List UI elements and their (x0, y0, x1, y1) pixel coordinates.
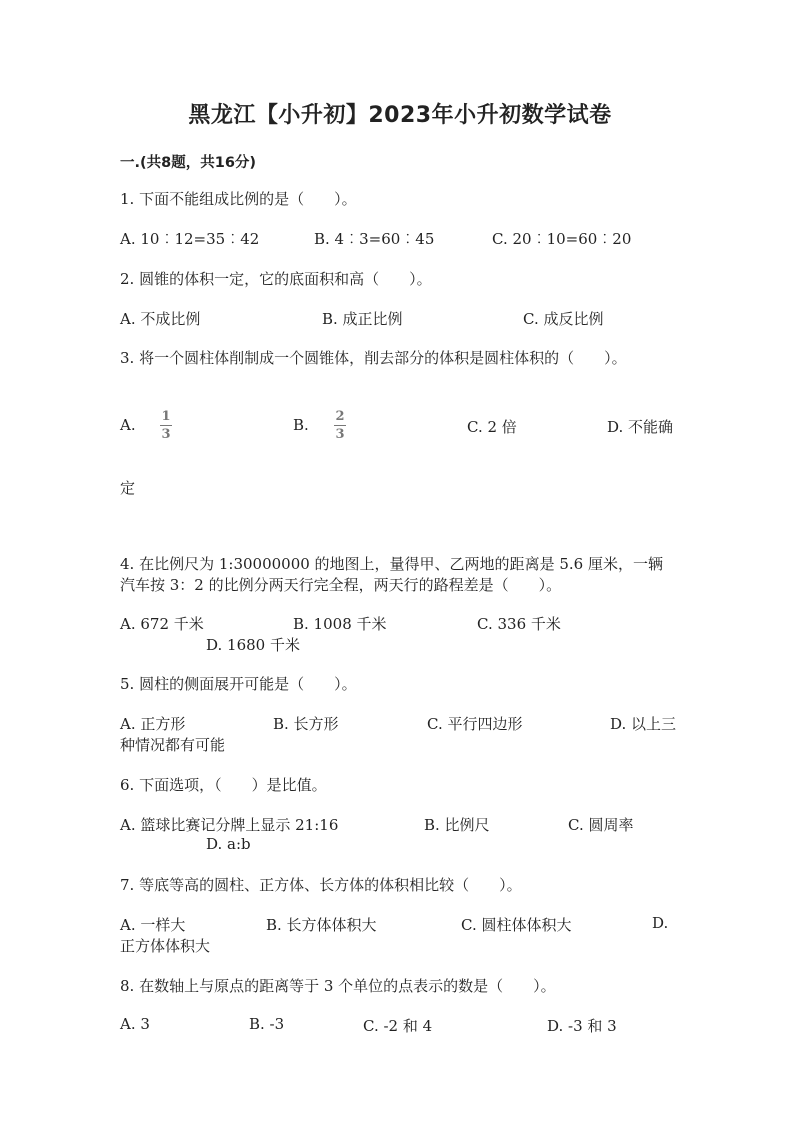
question-8-option-a: A. 3 (120, 1015, 150, 1033)
question-1-option-c: C. 20︰10=60︰20 (492, 230, 632, 248)
question-5-option-d-continued: 种情况都有可能 (120, 736, 226, 754)
fraction-denominator: 3 (335, 427, 345, 442)
question-3-option-c: C. 2 倍 (467, 418, 517, 436)
question-6-option-a: A. 篮球比赛记分牌上显示 21:16 (120, 816, 339, 834)
question-1-option-b: B. 4︰3=60︰45 (314, 230, 435, 248)
question-7-option-d-continued: 正方体体积大 (120, 937, 211, 955)
question-7-stem: 7. 等底等高的圆柱、正方体、长方体的体积相比较（ ）。 (120, 876, 522, 894)
question-1-stem: 1. 下面不能组成比例的是（ ）。 (120, 190, 357, 208)
question-1-option-a: A. 10︰12=35︰42 (120, 230, 260, 248)
question-5-option-b: B. 长方形 (273, 715, 339, 733)
question-5-option-a: A. 正方形 (120, 715, 186, 733)
question-4-option-b: B. 1008 千米 (293, 615, 387, 633)
question-6-option-c: C. 圆周率 (568, 816, 634, 834)
question-6-stem: 6. 下面选项，（ ）是比值。 (120, 776, 327, 794)
fraction-denominator: 3 (161, 427, 171, 442)
question-4-option-d: D. 1680 千米 (206, 636, 300, 654)
question-6-option-d: D. a:b (206, 835, 251, 853)
question-3-option-b: B. (293, 416, 309, 434)
question-2-option-a: A. 不成比例 (120, 310, 201, 328)
question-3-fraction-b (334, 409, 346, 442)
question-7-option-a: A. 一样大 (120, 916, 186, 934)
fraction-numerator: 2 (335, 409, 345, 424)
question-6-option-b: B. 比例尺 (424, 816, 490, 834)
question-8-option-c: C. -2 和 4 (363, 1017, 433, 1035)
question-4-stem-line-1: 4. 在比例尺为 1:30000000 的地图上，量得甲、乙两地的距离是 5.6 厘米，一辆 (120, 555, 663, 573)
fraction-bar (160, 425, 172, 426)
question-2-stem: 2. 圆锥的体积一定，它的底面积和高（ ）。 (120, 270, 432, 288)
question-8-option-b: B. -3 (249, 1015, 285, 1033)
question-8-option-d: D. -3 和 3 (547, 1017, 617, 1035)
question-5-stem: 5. 圆柱的侧面展开可能是（ ）。 (120, 675, 357, 693)
question-5-option-c: C. 平行四边形 (427, 715, 523, 733)
question-3-fraction-a (160, 409, 172, 442)
question-2-option-c: C. 成反比例 (523, 310, 604, 328)
question-7-option-c: C. 圆柱体体积大 (461, 916, 572, 934)
question-7-option-b: B. 长方体体积大 (266, 916, 377, 934)
question-8-stem: 8. 在数轴上与原点的距离等于 3 个单位的点表示的数是（ ）。 (120, 977, 556, 995)
question-7-option-d: D. (652, 914, 669, 932)
fraction-numerator: 1 (161, 409, 171, 424)
question-4-stem-line-2: 汽车按 3：2 的比例分两天行完全程，两天行的路程差是（ ）。 (120, 576, 562, 594)
question-4-option-a: A. 672 千米 (120, 615, 204, 633)
section-heading: 一.(共8题，共16分) (120, 155, 257, 171)
question-3-option-d: D. 不能确 (607, 418, 674, 436)
fraction-bar (334, 425, 346, 426)
question-3-option-d-continued: 定 (120, 479, 136, 497)
question-5-option-d: D. 以上三 (610, 715, 677, 733)
question-3-option-a: A. (120, 416, 136, 434)
question-2-option-b: B. 成正比例 (322, 310, 403, 328)
page-title: 黑龙江【小升初】2023年小升初数学试卷 (188, 103, 612, 128)
question-4-option-c: C. 336 千米 (477, 615, 561, 633)
question-3-stem: 3. 将一个圆柱体削制成一个圆锥体，削去部分的体积是圆柱体积的（ ）。 (120, 349, 627, 367)
